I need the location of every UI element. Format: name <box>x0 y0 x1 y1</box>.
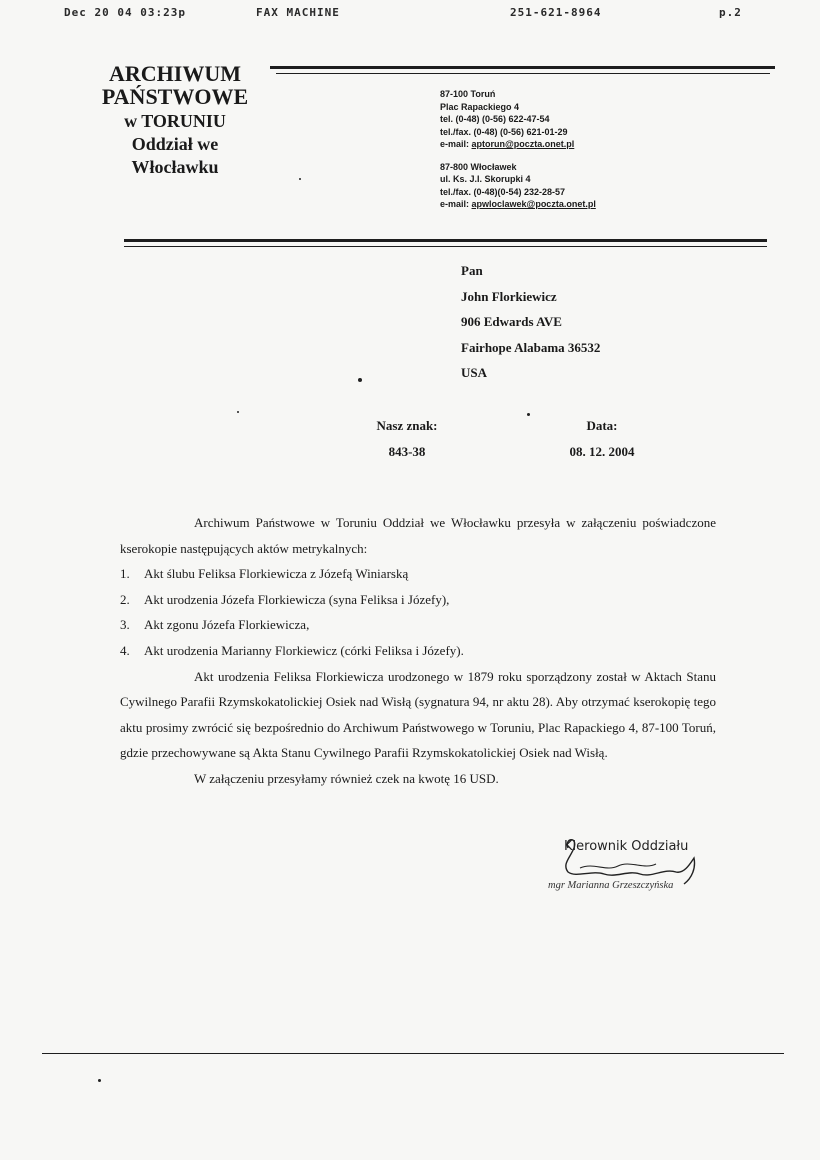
birth-record-paragraph: Akt urodzenia Feliksa Florkiewicza urodzonego w 1879 roku sporządzony został w Aktach Stanu Cywilnego Parafii Rzymskokatolickiej Osiek nad Wisłą (sygnatura 94, nr aktu 28). Aby otrzymać kserokopię tego aktu prosimy zwrócić się bezpośrednio do Archiwum Państwowego w Toruniu, Plac Rapackiego 4, 87-100 Toruń, gdzie przechowywane są Akta Stanu Cywilnego Parafii Rzymskokatolickiej Osiek nad Wisłą. <box>120 668 716 761</box>
wloclawek-street: ul. Ks. J.I. Skorupki 4 <box>440 174 531 184</box>
recipient-city: Fairhope Alabama 36532 <box>461 339 601 355</box>
fax-page-number: p.2 <box>719 6 742 19</box>
torun-postal: 87-100 Toruń <box>440 89 496 99</box>
recipient-address <box>461 258 761 386</box>
scan-speck <box>98 1079 101 1082</box>
date-label: Data: <box>586 418 618 433</box>
list-item <box>120 612 716 638</box>
address-torun <box>440 88 770 151</box>
list-item-text: Akt urodzenia Marianny Florkiewicz (córki Feliksa i Józefy). <box>144 642 464 658</box>
torun-email-row <box>440 138 770 151</box>
torun-email-label: e-mail: <box>440 139 472 149</box>
signatory-title: Kierownik Oddziału <box>564 839 689 854</box>
footer-rule <box>42 1053 784 1054</box>
wloclawek-email-label: e-mail: <box>440 199 472 209</box>
date-value: 08. 12. 2004 <box>569 444 635 459</box>
list-item <box>120 638 716 664</box>
intro-paragraph: Archiwum Państwowe w Toruniu Oddział we Włocławku przesyła w załączeniu poświadczone kserokopie następujących aktów metrykalnych: <box>120 515 716 556</box>
org-line-5: Włocławku <box>131 156 219 177</box>
wloclawek-fax: tel./fax. (0-48)(0-54) 232-28-57 <box>440 186 566 197</box>
list-item <box>120 587 716 613</box>
scan-speck <box>237 411 239 413</box>
wloclawek-email-row <box>440 198 770 211</box>
list-item-text: Akt urodzenia Józefa Florkiewicza (syna Feliksa i Józefy), <box>144 591 450 607</box>
recipient-salutation: Pan <box>461 263 483 278</box>
contact-addresses <box>440 88 770 221</box>
fax-phone-number: 251-621-8964 <box>510 6 602 19</box>
enclosure-paragraph: W załączeniu przesyłamy również czek na kwotę 16 USD. <box>194 770 499 786</box>
letter-date <box>550 413 654 465</box>
org-line-4: Oddział we <box>131 134 219 155</box>
fax-transmission-header <box>0 6 820 22</box>
letterhead-rule-thin <box>276 73 770 74</box>
list-item-text: Akt zgonu Józefa Florkiewicza, <box>144 617 310 633</box>
list-item-number: 1. <box>120 566 130 582</box>
torun-street: Plac Rapackiego 4 <box>440 101 520 112</box>
signatory-name-stamp: mgr Marianna Grzeszczyńska <box>548 880 674 891</box>
torun-fax: tel./fax. (0-48) (0-56) 621-01-29 <box>440 126 568 137</box>
wloclawek-postal: 87-800 Włocławek <box>440 161 517 172</box>
letterhead-rule-thick <box>270 66 775 69</box>
header-divider-thick <box>124 239 767 242</box>
letter-body <box>120 510 716 792</box>
enclosed-records-list <box>120 561 716 663</box>
scan-speck <box>527 413 530 416</box>
org-line-1: ARCHIWUM <box>109 61 241 86</box>
signature-block <box>544 834 754 904</box>
org-line-3: w TORUNIU <box>124 111 226 132</box>
list-item-number: 3. <box>120 617 130 633</box>
scan-speck <box>358 378 362 382</box>
address-wloclawek <box>440 161 770 211</box>
torun-phone: tel. (0-48) (0-56) 622-47-54 <box>440 114 550 124</box>
scan-speck <box>299 178 301 180</box>
recipient-country: USA <box>461 365 488 380</box>
list-item <box>120 561 716 587</box>
header-divider-thin <box>124 246 767 247</box>
recipient-street: 906 Edwards AVE <box>461 314 562 329</box>
organization-name-block <box>80 62 270 177</box>
fax-machine-label: FAX MACHINE <box>256 6 340 19</box>
list-item-number: 2. <box>120 591 130 607</box>
torun-email-link[interactable]: aptorun@poczta.onet.pl <box>471 139 575 149</box>
fax-timestamp: Dec 20 04 03:23p <box>64 6 186 19</box>
org-line-2: PAŃSTWOWE <box>101 84 249 110</box>
list-item-text: Akt ślubu Feliksa Florkiewicza z Józefą Winiarską <box>144 566 409 582</box>
our-reference-value: 843-38 <box>388 444 426 459</box>
wloclawek-email-link[interactable]: apwloclawek@poczta.onet.pl <box>471 199 596 209</box>
our-reference <box>362 413 452 465</box>
recipient-name: John Florkiewicz <box>461 288 557 304</box>
list-item-number: 4. <box>120 642 130 658</box>
our-reference-label: Nasz znak: <box>376 418 438 433</box>
